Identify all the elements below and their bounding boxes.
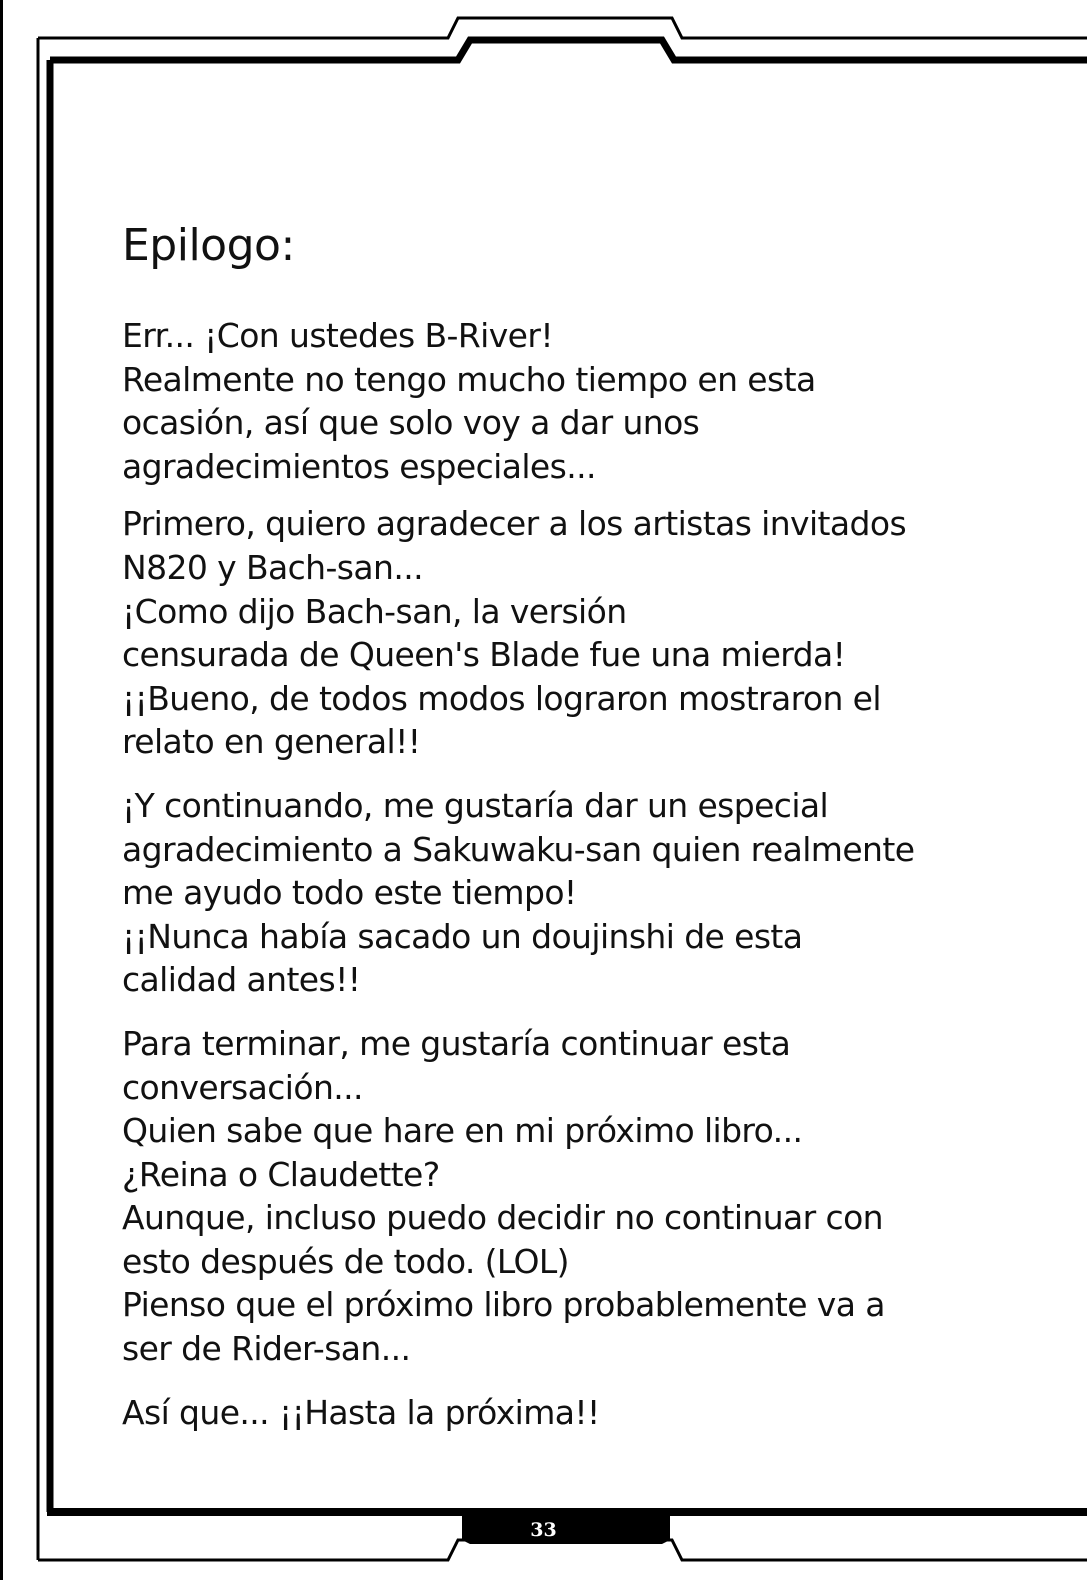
text-line: conversación... bbox=[122, 1067, 363, 1107]
text-line: Así que... ¡¡Hasta la próxima!! bbox=[122, 1392, 600, 1432]
text-line: ¡Como dijo Bach-san, la versión bbox=[122, 591, 627, 631]
text-line: Pienso que el próximo libro probablemente va a bbox=[122, 1285, 885, 1325]
text-line: censurada de Queen's Blade fue una mierda! bbox=[122, 635, 846, 675]
text-line: me ayudo todo este tiempo! bbox=[122, 873, 577, 913]
text-line: agradecimiento a Sakuwaku-san quien realmente bbox=[122, 829, 915, 869]
text-line: ¿Reina o Claudette? bbox=[122, 1154, 440, 1194]
text-line: ¡¡Bueno, de todos modos lograron mostraron el bbox=[122, 678, 881, 718]
text-line: calidad antes!! bbox=[122, 960, 361, 1000]
text-line: Primero, quiero agradecer a los artistas invitados bbox=[122, 504, 907, 544]
page-number: 33 bbox=[530, 1519, 557, 1541]
text-line: esto después de todo. (LOL) bbox=[122, 1241, 569, 1281]
paragraph-closing bbox=[122, 1391, 1062, 1435]
text-line: Err... ¡Con ustedes B-River! bbox=[122, 316, 553, 355]
paragraph-thanks bbox=[122, 784, 1062, 1002]
text-line: Para terminar, me gustaría continuar esta bbox=[122, 1023, 791, 1063]
text-line: relato en general!! bbox=[122, 722, 421, 762]
text-line: agradecimientos especiales... bbox=[122, 446, 596, 486]
text-line: ocasión, así que solo voy a dar unos bbox=[122, 403, 700, 443]
text-line: Realmente no tengo mucho tiempo en esta bbox=[122, 359, 816, 399]
epilogue-title: Epilogo: bbox=[122, 220, 295, 271]
text-line: ¡Y continuando, me gustaría dar un especial bbox=[122, 785, 829, 825]
text-line: Aunque, incluso puedo decidir no continuar con bbox=[122, 1198, 883, 1238]
paragraph-guest-artists bbox=[122, 502, 1062, 764]
text-line: Quien sabe que hare en mi próximo libro... bbox=[122, 1111, 803, 1151]
paragraph-intro bbox=[122, 314, 1062, 488]
text-line: ser de Rider-san... bbox=[122, 1329, 411, 1369]
text-line: N820 y Bach-san... bbox=[122, 547, 424, 587]
text-line: ¡¡Nunca había sacado un doujinshi de esta bbox=[122, 916, 803, 956]
paragraph-next-book bbox=[122, 1022, 1062, 1371]
epilogue-text-block bbox=[122, 218, 1062, 1450]
